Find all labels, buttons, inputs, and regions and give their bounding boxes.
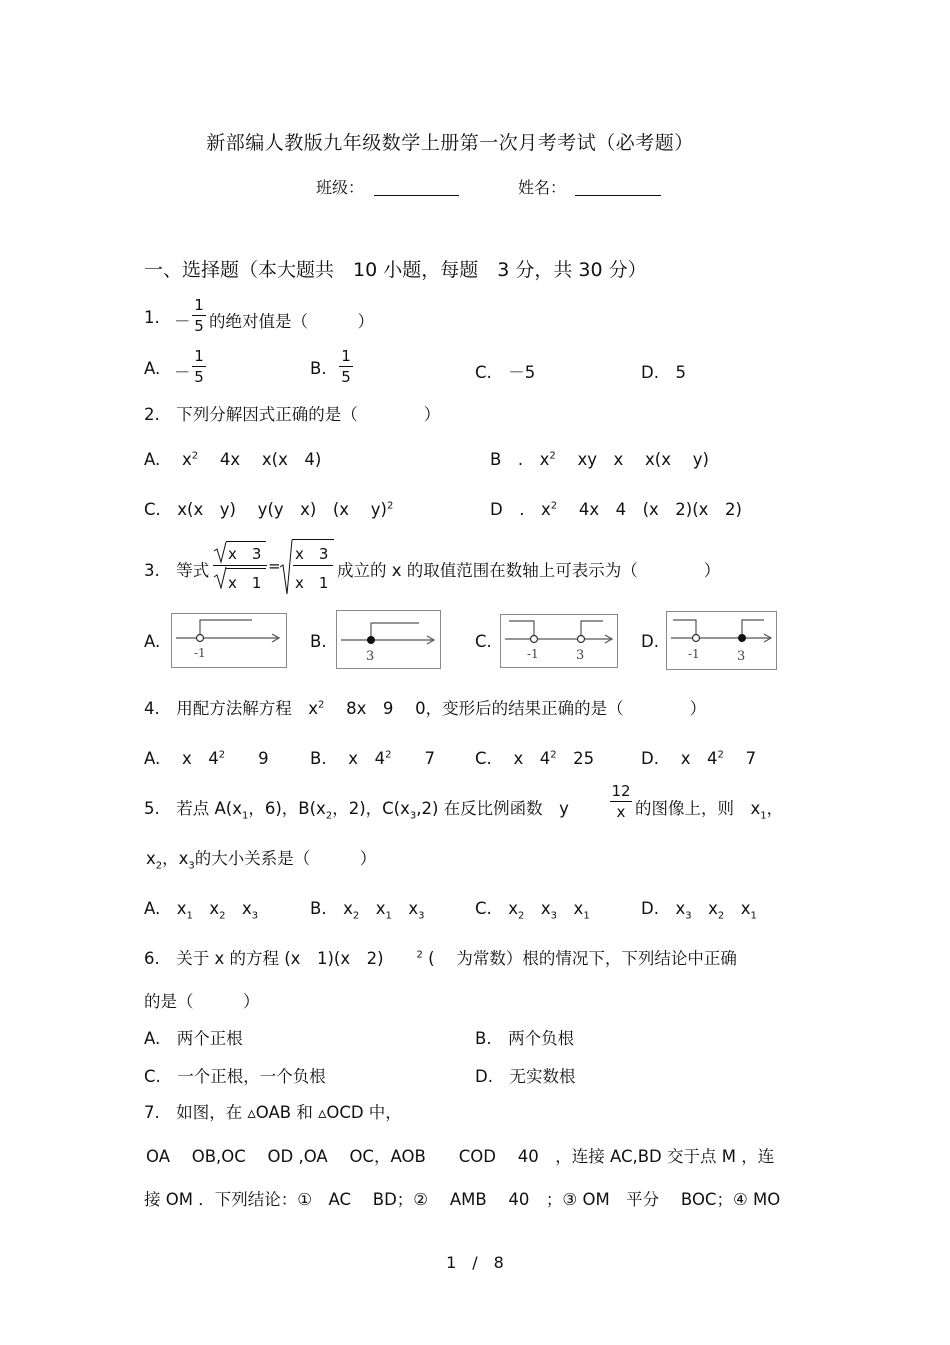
q2-b-text: B . x [490, 450, 550, 469]
q7-stem-line1: 7. 如图，在 ▵OAB 和 ▵OCD 中， [144, 1103, 402, 1122]
q5-l2s1: 2 [155, 860, 163, 872]
q2-d-text: D . x [490, 500, 551, 519]
fraction-bar [192, 366, 206, 367]
q4-d-text: D. x 4 [641, 749, 718, 768]
q6-stem-rest: ( 为常数）根的情况下，下列结论中正确 [428, 949, 737, 968]
number-line-a-graphic [172, 614, 286, 667]
q5-a-x1: A. x [144, 899, 187, 918]
q1-stem: 的绝对值是（ ） [209, 312, 374, 331]
q4-stem [144, 695, 706, 719]
q5-p4: ,2) 在反比例函数 y [416, 799, 569, 818]
q4-b-val: 7 [424, 749, 435, 768]
q7-stem-line2: OA OB,OC OD ,OA OC，AOB COD 40 ，连接 AC,BD 交于点 M ，连 [146, 1147, 775, 1166]
q3-frac2-num: x 3 [295, 545, 329, 563]
q1-option-a-fraction [192, 348, 206, 385]
q6-option-c[interactable]: C. 一个正根，一个负根 [144, 1067, 326, 1086]
q5-b-s3: 3 [418, 910, 425, 922]
q6-option-d[interactable]: D. 无实数根 [475, 1067, 576, 1086]
q5-stem [144, 795, 569, 821]
fraction-bar [213, 565, 267, 566]
section-heading: 一、选择题（本大题共 10 小题，每题 3 分，共 30 分） [144, 259, 647, 281]
sqrt-sign-icon [279, 539, 293, 595]
q5-a-s1: 1 [186, 910, 193, 922]
tick-label-d1: -1 [688, 647, 700, 661]
q4-option-a[interactable] [144, 745, 269, 769]
q5-a-s3: 3 [251, 910, 259, 922]
q5-s1: 1 [241, 810, 249, 822]
q2-d-rest: 4x 4 (x 2)(x 2) [578, 500, 742, 519]
q5-option-d[interactable]: D. $x_3$ $x_2$ $x_1$ [641, 899, 757, 922]
q5-s4: 1 [760, 810, 767, 822]
tick-label-d2: 3 [737, 649, 746, 664]
q5-p6: ， [766, 799, 784, 818]
q3-equals: = [268, 557, 281, 575]
q3-frac2-den: x 1 [295, 574, 329, 592]
q2-c-text: C. x(x y) y(y x) (x y) [144, 500, 387, 519]
q2-stem: 2. 下列分解因式正确的是（ ） [144, 405, 441, 424]
q2-c-sup: 2 [387, 500, 394, 512]
q1-option-b-fraction [339, 348, 353, 385]
tick-label-c1: -1 [527, 647, 539, 661]
q1-option-b-label[interactable]: B. [310, 359, 327, 378]
number-line-b-graphic [337, 611, 440, 668]
radical-overline [226, 541, 266, 542]
q5-frac-den: x [616, 803, 626, 821]
q3-frac1-den: x 1 [228, 574, 262, 592]
q3-option-d-number-line[interactable] [666, 611, 777, 670]
q6-stem-text: 6. 关于 x 的方程 (x 1)(x 2) [144, 949, 384, 968]
fraction-bar [293, 565, 333, 566]
q5-option-c[interactable]: C. $x_2$ $x_3$ $x_1$ [475, 899, 590, 922]
q2-option-d[interactable] [490, 496, 742, 520]
class-field[interactable] [374, 195, 459, 196]
q4-c-val: 25 [573, 749, 595, 768]
q4-b-sup: 2 [385, 749, 392, 761]
q6-stem [144, 945, 737, 969]
q5-s2: 2 [325, 810, 333, 822]
fraction-bar [610, 801, 632, 802]
q5-c-s1: 2 [518, 910, 525, 922]
q3-option-b-label[interactable]: B. [310, 632, 327, 651]
q3-option-d-label[interactable]: D. [641, 632, 659, 651]
class-label: 班级： [316, 178, 365, 197]
q1-option-c[interactable]: C. －5 [475, 363, 536, 382]
q1-minus: － [174, 312, 191, 331]
q5-s3: 3 [409, 810, 417, 822]
tick-label-a: -1 [194, 646, 206, 660]
q1-a-den: 5 [194, 368, 204, 386]
q6-sup: 2 [416, 949, 423, 961]
q5-p2: ，6)，B(x [248, 799, 326, 818]
q5-d-s2: 2 [717, 910, 725, 922]
q5-b-s2: 1 [385, 910, 392, 922]
q1-option-a-minus: － [174, 363, 191, 382]
tick-label-c2: 3 [576, 648, 585, 663]
q4-d-val: 7 [745, 749, 757, 768]
q5-stem-end [635, 795, 783, 821]
fraction-bar [192, 315, 206, 316]
q1-number: 1. [144, 308, 160, 327]
q1-option-a-label[interactable]: A. [144, 359, 161, 378]
q5-l2c: 的大小关系是（ ） [194, 849, 377, 868]
q5-option-a[interactable]: A. $x_1$ $x_2$ $x_3$ [144, 899, 259, 922]
page-number: 1 / 8 [446, 1253, 504, 1272]
q1-b-den: 5 [341, 368, 351, 386]
q6-option-a[interactable]: A. 两个正根 [144, 1029, 243, 1048]
q6-option-b[interactable]: B. 两个负根 [475, 1029, 575, 1048]
q2-option-c[interactable] [144, 496, 393, 520]
q5-d-s3: 1 [750, 910, 757, 922]
q5-a-s2: 2 [219, 910, 226, 922]
name-field[interactable] [575, 195, 661, 196]
q4-stem-text: 4. 用配方法解方程 x [144, 699, 319, 718]
q5-b-s1: 2 [352, 910, 360, 922]
q5-fraction [610, 783, 632, 820]
q1-fraction [192, 297, 206, 334]
q2-a-sup: 2 [191, 450, 199, 462]
q3-frac1-num: x 3 [228, 545, 262, 563]
q5-c-x1: C. x [475, 899, 519, 918]
q1-frac-num: 1 [194, 296, 204, 314]
name-label: 姓名： [518, 178, 567, 197]
q5-frac-num: 12 [611, 782, 631, 800]
q4-b-text: B. x 4 [310, 749, 386, 768]
q2-a-text: A. x [144, 450, 192, 469]
q5-l2s2: 3 [188, 860, 195, 872]
q3-option-b-number-line[interactable] [336, 610, 441, 669]
q5-l2a: x [146, 849, 156, 868]
q1-option-d[interactable]: D. 5 [641, 363, 686, 382]
q3-option-a-label[interactable]: A. [144, 632, 161, 651]
radical-overline [292, 539, 334, 540]
q3-option-c-number-line[interactable] [500, 614, 618, 668]
q4-c-sup: 2 [550, 749, 557, 761]
q5-b-x1: B. x [310, 899, 353, 918]
tick-label-b: 3 [366, 649, 375, 664]
q4-stem-rest: 8x 9 0，变形后的结果正确的是（ ） [346, 699, 707, 718]
number-line-d-graphic [667, 612, 776, 669]
q2-d-sup: 2 [550, 500, 558, 512]
q3-option-c-label[interactable]: C. [475, 632, 492, 651]
q4-a-text: A. x 4 [144, 749, 219, 768]
number-line-c-graphic [501, 615, 617, 667]
page-title: 新部编人教版九年级数学上册第一次月考考试（必考题） [206, 132, 694, 154]
q2-option-a[interactable] [144, 446, 321, 470]
q4-c-text: C. x 4 [475, 749, 551, 768]
q5-p3: ，2)，C(x [332, 799, 410, 818]
q1-b-num: 1 [341, 347, 351, 365]
q5-l2b: ，x [162, 849, 189, 868]
q3-number: 3. 等式 [144, 561, 210, 580]
q5-option-b[interactable]: B. $x_2$ $x_1$ $x_3$ [310, 899, 425, 922]
q5-c-s3: 1 [583, 910, 590, 922]
q1-frac-den: 5 [194, 317, 204, 335]
q6-stem-line2: 的是（ ） [144, 992, 260, 1011]
q5-p5: 的图像上，则 x [635, 799, 761, 818]
q5-p1: 5. 若点 A(x [144, 799, 242, 818]
q4-option-c[interactable] [475, 745, 594, 769]
q2-option-b[interactable] [490, 446, 709, 470]
radical-overline [226, 568, 266, 569]
q3-stem: 成立的 x 的取值范围在数轴上可表示为（ ） [337, 561, 721, 580]
q2-b-rest: xy x x(x y) [577, 450, 709, 469]
q2-a-rest: 4x x(x 4) [219, 450, 322, 469]
q7-stem-line3: 接 OM ．下列结论：① AC BD；② AMB 40 ；③ OM 平分 BOC；④ MO [144, 1190, 781, 1209]
q4-a-val: 9 [258, 749, 269, 768]
q5-c-s2: 3 [550, 910, 558, 922]
q2-b-sup: 2 [549, 450, 556, 462]
q5-d-s1: 3 [685, 910, 692, 922]
q3-option-a-number-line[interactable] [171, 613, 287, 668]
fraction-bar [339, 366, 353, 367]
q4-option-b[interactable] [310, 745, 435, 769]
q4-option-d[interactable] [641, 745, 756, 769]
q5-stem-line2 [146, 845, 376, 871]
q4-sup: 2 [318, 699, 325, 711]
q1-a-num: 1 [194, 347, 204, 365]
q4-d-sup: 2 [717, 749, 724, 761]
q4-a-sup: 2 [218, 749, 226, 761]
q5-d-x1: D. x [641, 899, 686, 918]
